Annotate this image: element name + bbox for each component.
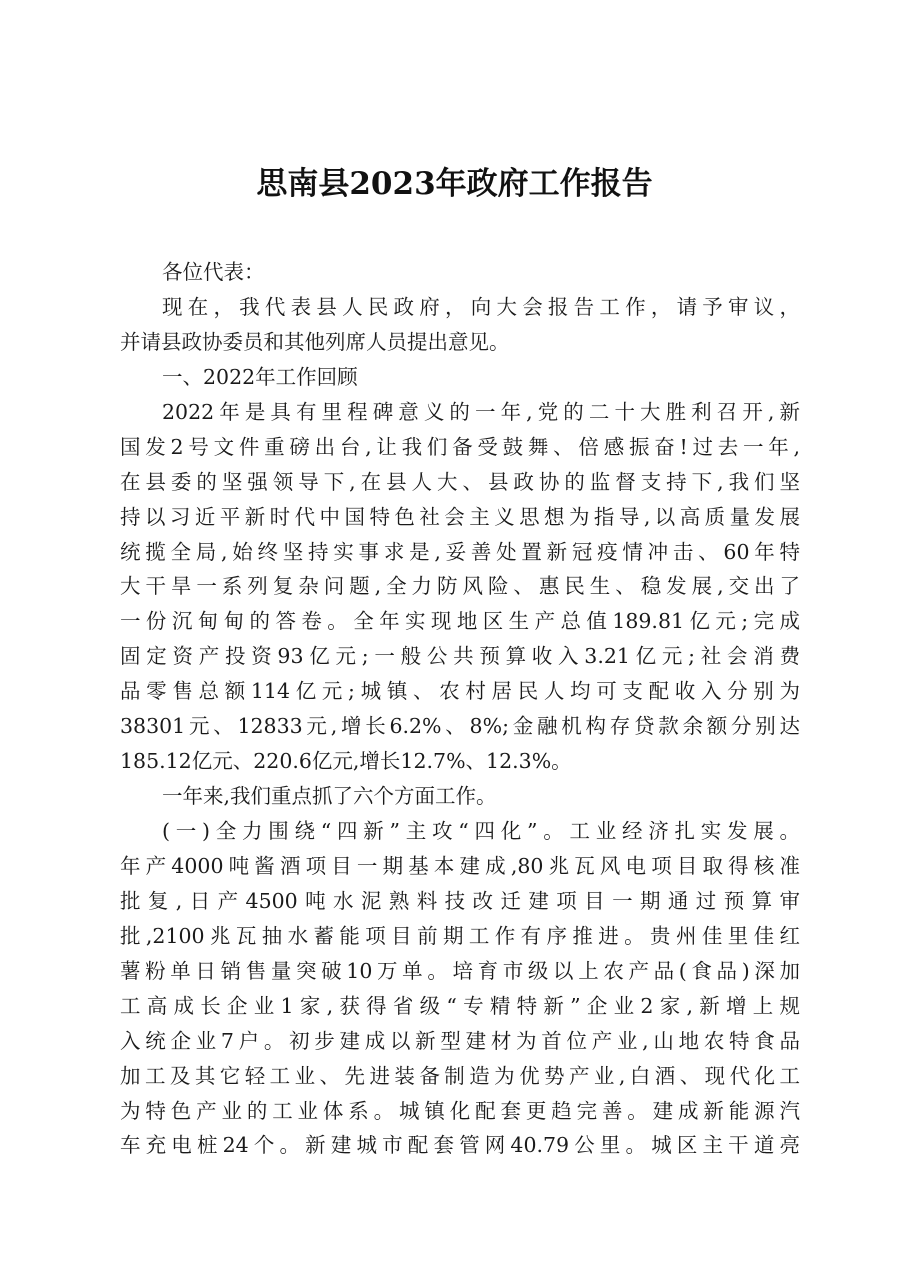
paragraph-line: 并请县政协委员和其他列席人员提出意见。 bbox=[120, 329, 510, 354]
paragraph-line: 统揽全局,始终坚持实事求是,妥善处置新冠疫情冲击、60年特 bbox=[120, 539, 800, 564]
paragraph-line: 大干旱一系列复杂问题,全力防风险、惠民生、稳发展,交出了 bbox=[120, 574, 800, 599]
paragraph-line: 固定资产投资93亿元;一般公共预算收入3.21亿元;社会消费 bbox=[120, 644, 800, 669]
salutation-line: 各位代表： bbox=[162, 260, 265, 284]
paragraph-line: 持以习近平新时代中国特色社会主义思想为指导,以高质量发展 bbox=[120, 504, 800, 529]
paragraph-line: (一)全力围绕“四新”主攻“四化”。工业经济扎实发展。 bbox=[162, 819, 800, 843]
paragraph-line: 185.12亿元、220.6亿元,增长12.7%、12.3%。 bbox=[120, 749, 572, 774]
document-body bbox=[120, 255, 800, 1163]
paragraph-line: 加工及其它轻工业、先进装备制造为优势产业,白酒、现代化工 bbox=[120, 1063, 800, 1088]
paragraph-line: 品零售总额114亿元;城镇、农村居民人均可支配收入分别为 bbox=[120, 679, 800, 704]
paragraph-line: 车充电桩24个。新建城市配套管网40.79公里。城区主干道亮 bbox=[120, 1133, 800, 1158]
paragraph-line: 入统企业7户。初步建成以新型建材为首位产业,山地农特食品 bbox=[120, 1028, 800, 1053]
paragraph-line: 在县委的坚强领导下,在县人大、县政协的监督支持下,我们坚 bbox=[120, 469, 800, 494]
paragraph-line: 批复,日产4500吨水泥熟料技改迁建项目一期通过预算审 bbox=[120, 888, 800, 913]
paragraph-line: 一年来,我们重点抓了六个方面工作。 bbox=[162, 784, 497, 809]
paragraph-line: 薯粉单日销售量突破10万单。培育市级以上农产品(食品)深加 bbox=[120, 958, 800, 983]
document-title: 思南县2023年政府工作报告 bbox=[256, 166, 653, 202]
section-heading: 一、2022年工作回顾 bbox=[162, 364, 358, 389]
paragraph-line: 国发2号文件重磅出台,让我们备受鼓舞、倍感振奋!过去一年, bbox=[120, 434, 800, 459]
paragraph-line: 38301元、12833元,增长6.2%、8%;金融机构存贷款余额分别达 bbox=[120, 714, 800, 739]
paragraph-line: 批,2100兆瓦抽水蓄能项目前期工作有序推进。贵州佳里佳红 bbox=[120, 923, 800, 948]
paragraph-line: 现在，我代表县人民政府，向大会报告工作，请予审议， bbox=[162, 294, 800, 319]
paragraph-line: 为特色产业的工业体系。城镇化配套更趋完善。建成新能源汽 bbox=[120, 1098, 800, 1123]
paragraph-line: 年产4000吨酱酒项目一期基本建成,80兆瓦风电项目取得核准 bbox=[120, 853, 800, 878]
paragraph-line: 2022年是具有里程碑意义的一年,党的二十大胜利召开,新 bbox=[162, 399, 800, 424]
paragraph-line: 一份沉甸甸的答卷。全年实现地区生产总值189.81亿元;完成 bbox=[120, 609, 800, 634]
paragraph-line: 工高成长企业1家,获得省级“专精特新”企业2家,新增上规 bbox=[120, 993, 800, 1018]
